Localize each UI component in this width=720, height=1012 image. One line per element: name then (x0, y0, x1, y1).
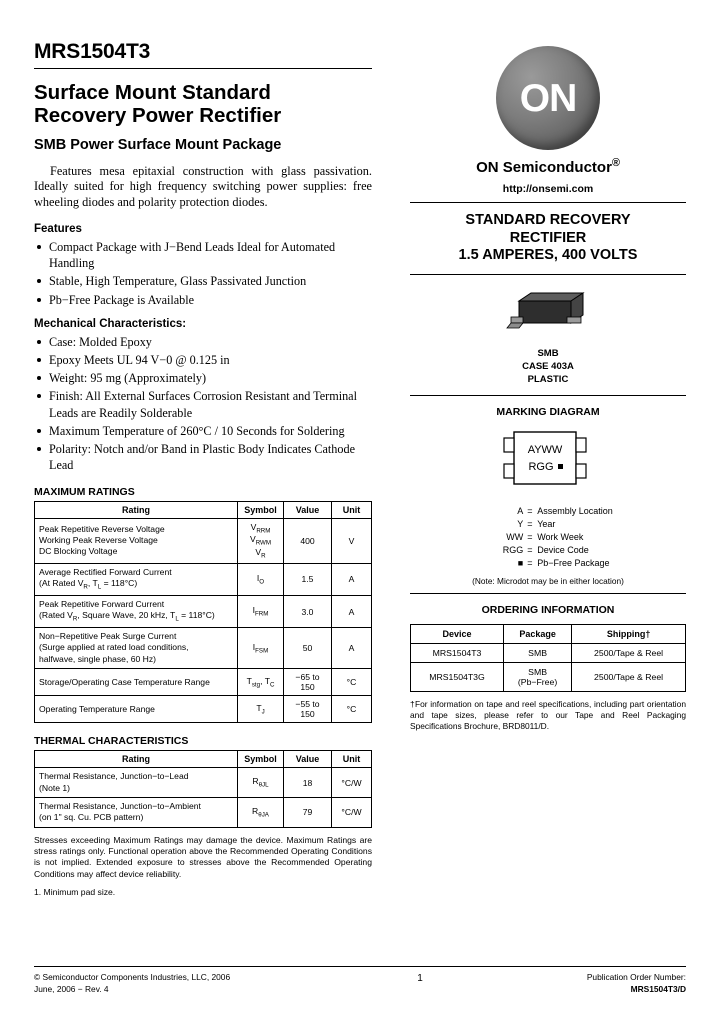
svg-text:AYWW: AYWW (527, 443, 563, 456)
cell-unit: °C/W (332, 768, 372, 798)
list-item: Maximum Temperature of 260°C / 10 Seconds for Soldering (34, 423, 372, 439)
cell-rating: Storage/Operating Case Temperature Range (35, 669, 238, 696)
cell-package-note: (Pb−Free) (517, 676, 558, 687)
list-item: Weight: 95 mg (Approximately) (34, 370, 372, 386)
table-row (35, 768, 372, 798)
cell-device: MRS1504T3G (411, 662, 504, 691)
list-item: Case: Molded Epoxy (34, 334, 372, 350)
cell-symbol: $I_{FSM}$ (238, 628, 284, 669)
cell-unit: °C (332, 669, 372, 696)
copyright-text: © Semiconductor Components Industries, LLC, 2006 (34, 971, 231, 982)
legend-key: Y (517, 518, 524, 529)
column-header-rating: Rating (35, 501, 238, 518)
banner-line-2: RECTIFIER (509, 229, 587, 246)
table-row (35, 595, 372, 627)
column-header-shipping: Shipping† (572, 624, 686, 643)
footer-right (506, 971, 686, 996)
features-heading: Features (34, 222, 82, 235)
cell-value: 400 (284, 518, 332, 563)
table-row (35, 696, 372, 723)
column-header-symbol: Symbol (238, 501, 284, 518)
column-header-symbol: Symbol (238, 751, 284, 768)
table-header-row (35, 751, 372, 768)
column-header-package: Package (504, 624, 572, 643)
on-logo-icon (496, 46, 600, 150)
footer-left (34, 971, 334, 995)
legend-equals: = (527, 518, 533, 529)
product-subhead: SMB Power Surface Mount Package (34, 136, 282, 153)
legend-table (481, 505, 615, 570)
legend-row (481, 518, 615, 531)
package-material: PLASTIC (527, 373, 569, 385)
table-header-row (411, 624, 686, 643)
left-column (34, 40, 386, 898)
legend-key-microdot: ■ (517, 557, 524, 568)
mechanical-heading: Mechanical Characteristics: (34, 317, 187, 330)
cell-unit: A (332, 628, 372, 669)
mechanical-list (34, 334, 372, 474)
cell-symbol: $I_{FRM}$ (238, 595, 284, 627)
legend-row (481, 531, 615, 544)
ordering-table (410, 624, 686, 692)
right-column (386, 40, 686, 898)
on-logo-text: ON (519, 76, 577, 120)
brand-block (410, 46, 686, 195)
column-header-unit: Unit (332, 751, 372, 768)
table-row (411, 643, 686, 662)
cell-symbol: $R_{\theta JL}$ (238, 768, 284, 798)
cell-value: 79 (284, 797, 332, 827)
cell-shipping: 2500/Tape & Reel (572, 643, 686, 662)
divider-marking (410, 593, 686, 594)
cell-rating: Thermal Resistance, Junction−to−Lead (Note 1) (35, 768, 238, 798)
legend-row (481, 505, 615, 518)
marking-diagram-title: MARKING DIAGRAM (496, 405, 600, 418)
thermal-title: THERMAL CHARACTERISTICS (34, 735, 189, 748)
divider-top (410, 202, 686, 203)
cell-symbol: $T_J$ (238, 696, 284, 723)
ordering-footnote: †For information on tape and reel specifications, including part orientation and tape sizes, please refer to our Tape and Reel Packaging Specifications Brochure, BRD8011/D. (410, 698, 686, 732)
device-banner (410, 212, 686, 265)
page-number: 1 (417, 972, 423, 984)
table-row (35, 669, 372, 696)
cell-rating: Thermal Resistance, Junction−to−Ambient (on 1" sq. Cu. PCB pattern) (35, 797, 238, 827)
page-columns (34, 40, 686, 898)
cell-unit: V (332, 518, 372, 563)
cell-value: −65 to 150 (284, 669, 332, 696)
banner-line-1: STANDARD RECOVERY (465, 212, 631, 228)
table-row (35, 797, 372, 827)
brand-url[interactable]: http://onsemi.com (502, 183, 594, 195)
product-headline (34, 81, 372, 128)
divider-package (410, 395, 686, 396)
package-drawing-block (410, 287, 686, 386)
column-header-unit: Unit (332, 501, 372, 518)
table-row (35, 563, 372, 595)
list-item: Epoxy Meets UL 94 V−0 @ 0.125 in (34, 352, 372, 368)
legend-desc: Year (537, 518, 556, 529)
column-header-rating: Rating (35, 751, 238, 768)
publication-label: Publication Order Number: (586, 971, 686, 982)
column-header-value: Value (284, 501, 332, 518)
column-header-device: Device (411, 624, 504, 643)
intro-paragraph: Features mesa epitaxial construction with glass passivation. Ideally suited for high frequency switching power supplies: free wheeling diodes and polarity protection diodes. (34, 163, 372, 210)
cell-rating: Operating Temperature Range (35, 696, 238, 723)
table-row (35, 628, 372, 669)
cell-unit: °C (332, 696, 372, 723)
list-item: Stable, High Temperature, Glass Passivated Junction (34, 273, 372, 289)
publication-number: MRS1504T3/D (630, 984, 686, 995)
date-revision: June, 2006 − Rev. 4 (34, 983, 109, 994)
list-item: Pb−Free Package is Available (34, 292, 372, 308)
max-ratings-title: MAXIMUM RATINGS (34, 485, 135, 498)
footer-divider (34, 966, 686, 967)
column-header-value: Value (284, 751, 332, 768)
smb-package-icon (505, 287, 591, 337)
legend-key: WW (506, 531, 524, 542)
package-caption (410, 348, 686, 386)
marking-package-icon (496, 426, 600, 492)
cell-unit: °C/W (332, 797, 372, 827)
banner-line-3: 1.5 AMPERES, 400 VOLTS (458, 247, 638, 264)
page-footer (34, 966, 686, 996)
legend-key: A (517, 505, 524, 516)
legend-row (481, 544, 615, 557)
legend-desc: Assembly Location (537, 505, 613, 516)
cell-rating: Average Rectified Forward Current (At Rated $V_R$, $T_L = 118^\circ C$) (35, 563, 238, 595)
legend-equals: = (527, 544, 533, 555)
headline-line-2: Recovery Power Rectifier (34, 104, 282, 128)
marking-diagram (410, 426, 686, 497)
cell-unit: A (332, 595, 372, 627)
table-header-row (35, 501, 372, 518)
brand-name (410, 157, 686, 176)
legend-desc: Device Code (537, 544, 589, 555)
cell-symbol: $T_{stg}$, $T_C$ (238, 669, 284, 696)
legend-desc: Pb−Free Package (537, 557, 610, 568)
table-row (35, 518, 372, 563)
footer-row (34, 971, 686, 996)
headline-line-1: Surface Mount Standard (34, 81, 271, 104)
cell-device: MRS1504T3 (411, 643, 504, 662)
cell-value: 1.5 (284, 563, 332, 595)
cell-package: SMB (504, 643, 572, 662)
footnote-1: 1. Minimum pad size. (34, 886, 116, 897)
legend-desc: Work Week (537, 531, 584, 542)
thermal-table (34, 750, 372, 827)
cell-package-name: SMB (528, 666, 547, 677)
registered-mark: ® (611, 157, 620, 169)
cell-shipping: 2500/Tape & Reel (572, 662, 686, 691)
cell-value: 50 (284, 628, 332, 669)
marking-legend (410, 505, 686, 587)
cell-package (504, 662, 572, 691)
cell-value: −55 to 150 (284, 696, 332, 723)
brand-name-text: ON Semiconductor (476, 159, 612, 176)
max-ratings-table (34, 501, 372, 724)
legend-note: (Note: Microdot may be in either location) (472, 575, 624, 586)
features-list (34, 239, 372, 308)
legend-equals: = (527, 557, 533, 568)
cell-unit: A (332, 563, 372, 595)
cell-rating: Non−Repetitive Peak Surge Current (Surge applied at rated load conditions, halfwave, single phase, 60 Hz) (35, 628, 238, 669)
package-name: SMB (537, 348, 559, 360)
cell-rating: Peak Repetitive Forward Current (Rated $V_R$, Square Wave, 20 kHz, $T_L = 118^\circ C$) (35, 595, 238, 627)
list-item: Compact Package with J−Bend Leads Ideal for Automated Handling (34, 239, 372, 271)
divider-banner (410, 274, 686, 275)
list-item: Polarity: Notch and/or Band in Plastic Body Indicates Cathode Lead (34, 441, 372, 473)
stress-note: Stresses exceeding Maximum Ratings may damage the device. Maximum Ratings are stress ratings only. Functional operation above the Recommended Operating Conditions is not implied. Extended exposure to stresses above the Recommended Operating Conditions may affect device reliability. (34, 834, 372, 879)
legend-equals: = (527, 531, 533, 542)
list-item: Finish: All External Surfaces Corrosion Resistant and Terminal Leads are Readily Solderable (34, 388, 372, 420)
title-divider (34, 68, 372, 69)
table-row (411, 662, 686, 691)
page-title: MRS1504T3 (34, 40, 151, 63)
cell-symbol: $R_{\theta JA}$ (238, 797, 284, 827)
cell-value: 18 (284, 768, 332, 798)
legend-row (481, 557, 615, 570)
svg-text:RGG: RGG (528, 460, 554, 473)
cell-symbol: $I_O$ (238, 563, 284, 595)
cell-value: 3.0 (284, 595, 332, 627)
legend-key: RGG (502, 544, 524, 555)
legend-equals: = (527, 505, 533, 516)
cell-symbol: $V_{RRM}$ $V_{RWM}$ $V_R$ (238, 518, 284, 563)
package-case: CASE 403A (522, 360, 574, 372)
ordering-info-title: ORDERING INFORMATION (481, 603, 615, 616)
cell-rating: Peak Repetitive Reverse Voltage Working Peak Reverse Voltage DC Blocking Voltage (35, 518, 238, 563)
